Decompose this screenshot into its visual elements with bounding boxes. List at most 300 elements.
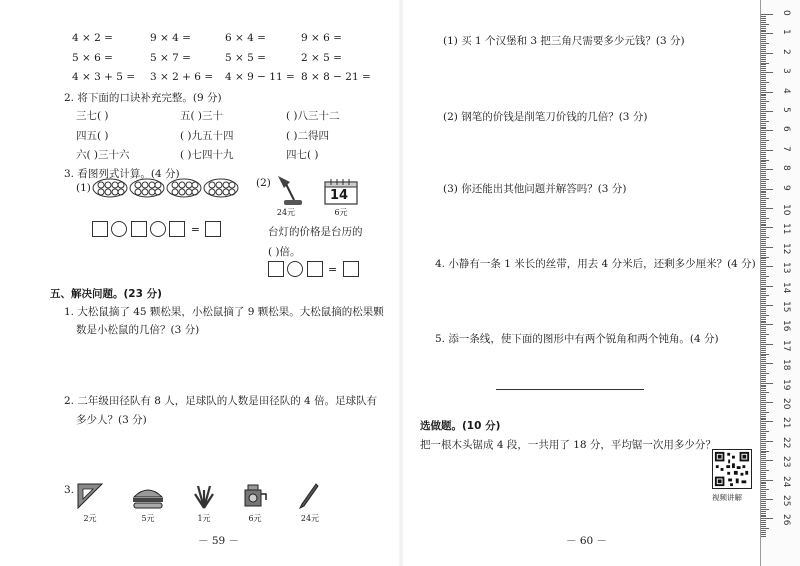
ruler-tick [761,88,766,89]
answer-box[interactable] [268,261,284,277]
ruler-tick [761,191,766,192]
ruler-number: 23 [781,456,791,468]
ruler-tick [761,509,769,510]
q3-title: 3. 看图列式计算。(4 分) [64,168,180,180]
item-price: 1元 [197,514,211,523]
ruler-tick [761,202,766,203]
ruler-tick [761,64,766,65]
ruler-tick [761,412,769,413]
ruler-tick [761,398,766,399]
arith-item: 5 × 5 = [225,52,266,64]
ruler-tick [761,196,766,197]
ruler-tick [761,53,773,54]
ruler-number: 14 [781,281,791,294]
ruler-number: 12 [781,242,791,255]
ruler-tick [761,526,766,527]
page-number-left: － 59 － [198,535,240,547]
ruler-tick [761,511,766,512]
ruler-tick [761,150,773,151]
ruler-tick [761,94,766,95]
calendar-price: 6元 [334,208,348,217]
ruler-tick [761,293,766,294]
ruler-tick [761,396,766,397]
arith-item: 4 × 2 = [72,32,113,44]
ruler-tick [761,175,766,176]
arith-item: 2 × 5 = [301,52,342,64]
ruler-tick [761,97,766,98]
right-q4: 4. 小静有一条 1 米长的丝带，用去 4 分米后，还剩多少厘米？(4 分) [435,258,756,270]
item-price: 5元 [141,514,155,523]
ruler-tick [761,28,766,29]
ruler-tick [761,458,766,459]
ruler-tick [761,297,766,298]
ruler-tick [761,497,766,498]
q3-part2-text2: ( )倍。 [268,246,301,258]
ruler-tick [761,338,766,339]
ruler-tick [761,109,766,110]
ruler-tick [761,425,766,426]
ruler-number: 3 [781,68,791,74]
ruler-number: 11 [781,223,791,235]
arith-item: 5 × 6 = [72,52,113,64]
arith-item: 3 × 2 + 6 = [150,71,214,83]
ruler-tick [761,402,773,403]
ruler-tick [761,371,766,372]
ruler-tick [761,355,766,356]
ruler-number: 22 [781,436,791,449]
ruler-tick [761,130,773,131]
ruler-tick [761,489,769,490]
ruler-tick [761,503,766,504]
ruler-tick [761,31,766,32]
ruler-tick [761,474,766,475]
ruler-tick [761,421,773,422]
ruler-tick [761,520,766,521]
ruler-tick [761,239,766,240]
lamp-price: 24元 [276,208,296,217]
rhyme-blank: 四七( ) [286,149,319,161]
ruler-tick [761,451,769,452]
ruler-tick [761,140,769,141]
ruler-number: 21 [781,417,791,429]
ruler-tick [761,43,769,44]
ruler-tick [761,237,769,238]
ruler-tick [761,392,769,393]
ruler-tick [761,189,773,190]
ruler-tick [761,233,766,234]
ruler-tick [761,400,766,401]
ruler-tick [761,30,766,31]
ruler-tick [761,433,766,434]
ruler-tick [761,115,766,116]
ruler-tick [761,26,766,27]
ruler-tick [761,491,766,492]
ruler-tick [761,342,766,343]
page-gutter [398,0,404,566]
ruler-tick [761,532,766,533]
ruler-tick [761,386,766,387]
ruler-tick [761,251,766,252]
ruler-number: 2 [781,48,791,55]
ruler-tick [761,212,766,213]
ruler-number: 10 [781,204,791,216]
ruler-tick [761,363,773,364]
ruler-tick [761,336,766,337]
ruler-tick [761,247,773,248]
ruler-tick [761,324,773,325]
arith-item: 8 × 8 − 21 = [301,71,371,83]
ruler-tick [761,487,766,488]
ruler-tick [761,445,766,446]
ruler-tick [761,138,766,139]
ruler-tick [761,119,766,120]
ruler-tick [761,361,766,362]
ruler-tick [761,408,766,409]
answer-box[interactable] [169,221,185,237]
ruler-tick [761,169,773,170]
ruler-tick [761,379,766,380]
s5-q2-line2: 多少人？(3 分) [76,414,147,426]
ruler-tick [761,63,769,64]
ruler-tick [761,210,766,211]
ruler-number: 20 [781,398,791,410]
ruler-tick [761,167,766,168]
rhyme-blank: ( )七四十九 [180,149,234,161]
ruler-tick [761,16,766,17]
ruler-tick [761,375,766,376]
answer-box[interactable] [205,221,221,237]
ruler-tick [761,156,766,157]
desk-lamp-icon [270,172,306,208]
ruler-tick [761,427,766,428]
ruler-tick [761,466,766,467]
ruler-tick [761,121,769,122]
ruler-tick [761,410,766,411]
ruler-tick [761,485,766,486]
ruler-tick [761,35,766,36]
answer-box[interactable] [131,221,147,237]
ruler-tick [761,227,773,228]
ruler-tick [761,146,766,147]
ruler-tick [761,348,766,349]
rhyme-blank: 六( )三十六 [76,149,130,161]
ruler-tick [761,22,766,23]
ruler-tick [761,125,766,126]
ruler-tick [761,390,766,391]
ruler-number: 6 [781,126,791,133]
ruler-tick [761,472,766,473]
ruler-tick [761,505,766,506]
ruler-tick [761,103,766,104]
ruler-tick [761,249,766,250]
ruler-tick [761,464,766,465]
ruler-tick [761,280,766,281]
ruler-tick [761,278,766,279]
ruler-tick [761,305,773,306]
ruler-tick [761,229,766,230]
ruler-tick [761,516,766,517]
arith-item: 6 × 4 = [225,32,266,44]
ruler-tick [761,59,766,60]
ruler-tick [761,179,769,180]
ruler-tick [761,18,766,19]
ruler-tick [761,404,766,405]
ruler-number: 15 [781,301,791,313]
item-price: 24元 [300,514,320,523]
ruler-tick [761,381,766,382]
ruler-number: 7 [781,145,791,152]
ruler-tick [761,322,766,323]
ruler-tick [761,468,766,469]
ruler-tick [761,245,766,246]
ruler-number: 16 [781,320,791,332]
ruler-tick [761,416,766,417]
ruler-tick [761,41,766,42]
ruler-number: 18 [781,359,791,371]
ruler-tick [761,270,766,271]
q3-part2-text1: 台灯的价格是台历的 [268,226,363,238]
ruler-tick [761,528,769,529]
rhyme-blank: ( )九五十四 [180,130,234,142]
ruler-tick [761,311,766,312]
ruler-tick [761,255,766,256]
ruler-tick [761,478,766,479]
ruler-tick [761,37,766,38]
ruler-tick [761,260,766,261]
ruler-tick [761,462,766,463]
ruler-number: 5 [781,107,791,113]
ruler-tick [761,276,769,277]
ruler-tick [761,20,766,21]
ruler-tick [761,206,766,207]
ruler-tick [761,340,766,341]
grouped-circles-figure [92,177,242,199]
ruler-tick [761,86,766,87]
item-price: 2元 [83,514,97,523]
ruler-tick [761,111,773,112]
answer-box[interactable] [92,221,108,237]
ruler-tick [761,456,766,457]
ruler-tick [761,187,766,188]
ruler-tick [761,183,766,184]
ruler-tick [761,313,766,314]
qr-code-icon[interactable] [712,449,752,489]
ruler-tick [761,359,766,360]
ruler-tick [761,148,766,149]
ruler-tick [761,82,769,83]
operator-circle[interactable] [287,261,303,277]
ruler-tick [761,235,766,236]
ruler-tick [761,181,766,182]
ruler-tick [761,460,773,461]
ruler-number: 8 [781,165,791,171]
ruler-tick [761,328,766,329]
ruler-tick [761,45,766,46]
ruler-tick [761,330,766,331]
q3-sub2: (2) 钢笔的价钱是削笔刀价钱的几倍？(3 分) [443,111,648,123]
ruler-tick [761,483,766,484]
s5-q3-label: 3. [64,484,75,496]
ruler-tick [761,447,766,448]
rhyme-blank: ( )二得四 [286,130,330,142]
q3-part1-label: (1) [76,182,91,194]
operator-circle[interactable] [150,221,166,237]
ruler-tick [761,61,766,62]
ruler-tick [761,99,766,100]
ruler-tick [761,377,766,378]
ruler-tick [761,414,766,415]
side-ruler [760,0,800,566]
ruler-tick [761,423,766,424]
ruler-tick [761,454,766,455]
ruler-tick [761,431,769,432]
ruler-tick [761,303,766,304]
ruler-tick [761,274,766,275]
ruler-tick [761,194,766,195]
q3-part2-label: (2) [256,177,271,189]
ruler-tick [761,507,766,508]
s5-q1-line2: 数是小松鼠的几倍？(3 分) [76,324,200,336]
rhyme-blank: 五( )三十 [180,110,224,122]
ruler-number: 19 [781,378,791,391]
ruler-tick [761,14,773,15]
ruler-tick [761,495,766,496]
ruler-tick [761,470,769,471]
ruler-tick [761,154,766,155]
ruler-tick [761,513,766,514]
ruler-tick [761,365,766,366]
ruler-tick [761,92,773,93]
ruler-tick [761,57,766,58]
ruler-tick [761,373,769,374]
ruler-tick [761,319,766,320]
answer-box[interactable] [343,261,359,277]
operator-circle[interactable] [111,221,127,237]
q3-sub3: (3) 你还能出其他问题并解答吗？(3 分) [443,183,627,195]
ruler-tick [761,39,766,40]
ruler-tick [761,449,766,450]
s5-q1-line1: 1. 大松鼠摘了 45 颗松果，小松鼠摘了 9 颗松果。大松鼠摘的松果颗 [64,306,384,318]
ruler-tick [761,264,766,265]
ruler-tick [761,406,766,407]
ruler-tick [761,482,766,483]
ruler-tick [761,286,773,287]
ruler-tick [761,435,766,436]
optional-question: 把一根木头锯成 4 段，一共用了 18 分，平均锯一次用多少分？ [420,439,716,451]
ruler-tick [761,383,773,384]
ruler-number: 25 [781,495,791,507]
ruler-tick [761,101,769,102]
arith-item: 9 × 4 = [150,32,191,44]
ruler-tick [761,369,766,370]
ruler-tick [761,136,766,137]
ruler-tick [761,385,766,386]
ruler-tick [761,161,766,162]
ruler-tick [761,282,766,283]
ruler-tick [761,258,766,259]
ruler-tick [761,388,766,389]
ruler-tick [761,367,766,368]
ruler-tick [761,268,766,269]
ruler-tick [761,222,766,223]
qr-caption: 视频讲解 [712,493,742,502]
ruler-tick [761,253,766,254]
page-number-right: － 60 － [566,535,608,547]
item-price: 6元 [248,514,262,523]
ruler-tick [761,309,766,310]
ruler-tick [761,515,766,516]
ruler-tick [761,33,773,34]
ruler-tick [761,437,766,438]
ruler-tick [761,266,773,267]
ruler-number: 26 [781,514,791,526]
ruler-tick [761,47,766,48]
ruler-tick [761,127,766,128]
ruler-tick [761,185,766,186]
fountain-pen-icon [193,482,215,510]
ruler-tick [761,160,769,161]
answer-box[interactable] [307,261,323,277]
ruler-tick [761,418,766,419]
ruler-tick [761,524,766,525]
ruler-tick [761,72,773,73]
ruler-tick [761,24,769,25]
ruler-tick [761,357,766,358]
pen-icon [296,482,320,510]
ruler-tick [761,214,766,215]
ruler-tick [761,332,766,333]
ruler-tick [761,352,766,353]
ruler-tick [761,350,766,351]
ruler-tick [761,344,773,345]
ruler-tick [761,171,766,172]
ruler-tick [761,158,766,159]
ruler-tick [761,231,766,232]
ruler-tick [761,493,766,494]
ruler-tick [761,218,769,219]
ruler-tick [761,439,766,440]
ruler-tick [761,78,766,79]
ruler-tick [761,499,773,500]
ruler-tick [761,134,766,135]
ruler-number: 17 [781,339,791,352]
ruler-tick [761,295,769,296]
ruler-tick [761,354,769,355]
ruler-tick [761,307,766,308]
arith-item: 4 × 3 + 5 = [72,71,136,83]
ruler-number: 13 [781,262,791,274]
line-segment [496,389,644,390]
ruler-tick [761,315,769,316]
q2-title: 2. 将下面的口诀补充完整。(9 分) [64,92,222,104]
q3-sub1: (1) 买 1 个汉堡和 3 把三角尺需要多少元钱？(3 分) [443,35,685,47]
ruler-tick [761,80,766,81]
ruler-tick [761,165,766,166]
ruler-tick [761,299,766,300]
ruler-tick [761,429,766,430]
ruler-tick [761,152,766,153]
ruler-tick [761,534,766,535]
ruler-tick [761,301,766,302]
ruler-tick [761,443,766,444]
ruler-tick [761,192,766,193]
equals-sign: = [328,262,338,276]
arith-item: 5 × 7 = [150,52,191,64]
rhyme-blank: 四五( ) [76,130,109,142]
ruler-tick [761,144,766,145]
arith-item: 4 × 9 − 11 = [225,71,295,83]
ruler-tick [761,84,766,85]
